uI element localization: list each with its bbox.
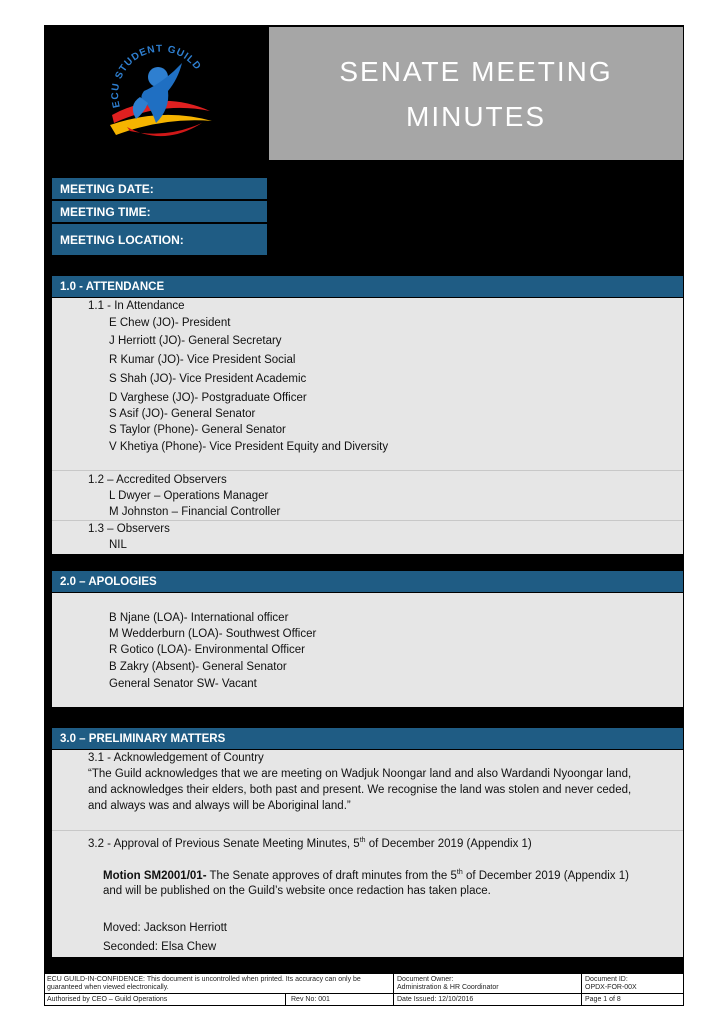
acknowledgement-line: and acknowledges their elders, both past and present. We recognise the land was stolen and never ceded, xyxy=(88,784,632,796)
divider xyxy=(52,470,683,471)
apologies-heading: 2.0 – APOLOGIES xyxy=(52,571,683,592)
footer-rule xyxy=(285,993,286,1006)
acknowledgement-title: 3.1 - Acknowledgement of Country xyxy=(88,752,264,764)
attendee: R Kumar (JO)- Vice President Social xyxy=(109,354,296,366)
approval-title-b: of December 2019 (Appendix 1) xyxy=(365,837,532,850)
meeting-location-row xyxy=(52,224,683,255)
apology-item: B Zakry (Absent)- General Senator xyxy=(109,661,287,673)
motion-line-1 xyxy=(103,866,629,883)
divider xyxy=(52,830,683,831)
approval-title xyxy=(88,834,532,851)
apology-item: General Senator SW- Vacant xyxy=(109,678,257,690)
footer-disclaimer: guaranteed when viewed electronically. xyxy=(47,984,169,991)
attendee: V Khetiya (Phone)- Vice President Equity and Diversity xyxy=(109,441,389,453)
attendee: E Chew (JO)- President xyxy=(109,317,231,329)
footer-owner-label: Document Owner: xyxy=(397,976,454,983)
apology-item: M Wedderburn (LOA)- Southwest Officer xyxy=(109,628,317,640)
motion-line-2: and will be published on the Guild’s website once redaction has taken place. xyxy=(103,885,491,897)
acknowledgement-line: “The Guild acknowledges that we are meeting on Wadjuk Noongar land and also Wardandi Nyoongar land, xyxy=(88,768,632,780)
meeting-date-label: MEETING DATE: xyxy=(52,178,267,199)
observers-title: 1.3 – Observers xyxy=(88,523,170,535)
meeting-time-value xyxy=(269,201,683,222)
approval-title-sup: th xyxy=(359,837,366,844)
attendee: S Shah (JO)- Vice President Academic xyxy=(109,373,307,385)
motion-sup: th xyxy=(456,869,463,876)
motion-text-b: of December 2019 (Appendix 1) xyxy=(462,869,629,882)
approval-title-a: 3.2 - Approval of Previous Senate Meeting Minutes, 5 xyxy=(88,837,360,850)
footer-issued: Date Issued: 12/10/2016 xyxy=(397,996,474,1003)
footer-docid-value: OPDX-FOR-00X xyxy=(585,984,637,991)
title-line-2: MINUTES xyxy=(406,100,546,132)
document-title xyxy=(269,27,683,160)
preliminary-heading: 3.0 – PRELIMINARY MATTERS xyxy=(52,728,683,749)
accredited-observers-title: 1.2 – Accredited Observers xyxy=(88,474,227,486)
attendee: S Taylor (Phone)- General Senator xyxy=(109,424,286,436)
footer-rule xyxy=(393,973,394,1006)
footer-rule xyxy=(45,993,683,994)
title-line-1: SENATE MEETING xyxy=(339,55,613,87)
logo-text: ECU STUDENT GUILD xyxy=(110,43,204,109)
footer-owner-value: Administration & HR Coordinator xyxy=(397,984,499,991)
footer-rev: Rev No: 001 xyxy=(291,996,330,1003)
meeting-time-label: MEETING TIME: xyxy=(52,201,267,222)
document-header xyxy=(52,27,683,160)
moved-by: Moved: Jackson Herriott xyxy=(103,922,227,934)
meeting-location-label: MEETING LOCATION: xyxy=(52,224,267,255)
divider xyxy=(52,520,683,521)
apology-item: B Njane (LOA)- International officer xyxy=(109,612,289,624)
document-footer xyxy=(45,973,683,1006)
footer-page: Page 1 of 8 xyxy=(585,996,621,1003)
observer: NIL xyxy=(109,539,127,551)
motion-text-a: The Senate approves of draft minutes from the 5 xyxy=(206,869,457,882)
attendee: S Asif (JO)- General Senator xyxy=(109,408,256,420)
acknowledgement-line: and always was and always will be Aboriginal land.” xyxy=(88,800,351,812)
apology-item: R Gotico (LOA)- Environmental Officer xyxy=(109,644,305,656)
attendee: D Varghese (JO)- Postgraduate Officer xyxy=(109,392,307,404)
meeting-date-row xyxy=(52,178,683,199)
guild-logo xyxy=(52,27,268,160)
seconded-by: Seconded: Elsa Chew xyxy=(103,941,217,953)
guild-logo-icon xyxy=(52,27,268,160)
meeting-location-value xyxy=(269,224,683,255)
footer-rule xyxy=(581,973,582,1006)
meeting-time-row xyxy=(52,201,683,222)
footer-authorised: Authorised by CEO – Guild Operations xyxy=(47,996,168,1003)
accredited-observer: M Johnston – Financial Controller xyxy=(109,506,281,518)
footer-disclaimer: ECU GUILD-IN-CONFIDENCE: This document is uncontrolled when printed. Its accuracy can only be xyxy=(47,976,361,983)
motion-id: Motion SM2001/01- xyxy=(103,869,207,882)
attendee: J Herriott (JO)- General Secretary xyxy=(109,335,282,347)
footer-rule xyxy=(45,1005,683,1006)
meeting-date-value xyxy=(269,178,683,199)
footer-docid-label: Document ID: xyxy=(585,976,628,983)
accredited-observer: L Dwyer – Operations Manager xyxy=(109,490,269,502)
in-attendance-title: 1.1 - In Attendance xyxy=(88,300,185,312)
attendance-heading: 1.0 - ATTENDANCE xyxy=(52,276,683,297)
footer-rule xyxy=(45,973,683,974)
